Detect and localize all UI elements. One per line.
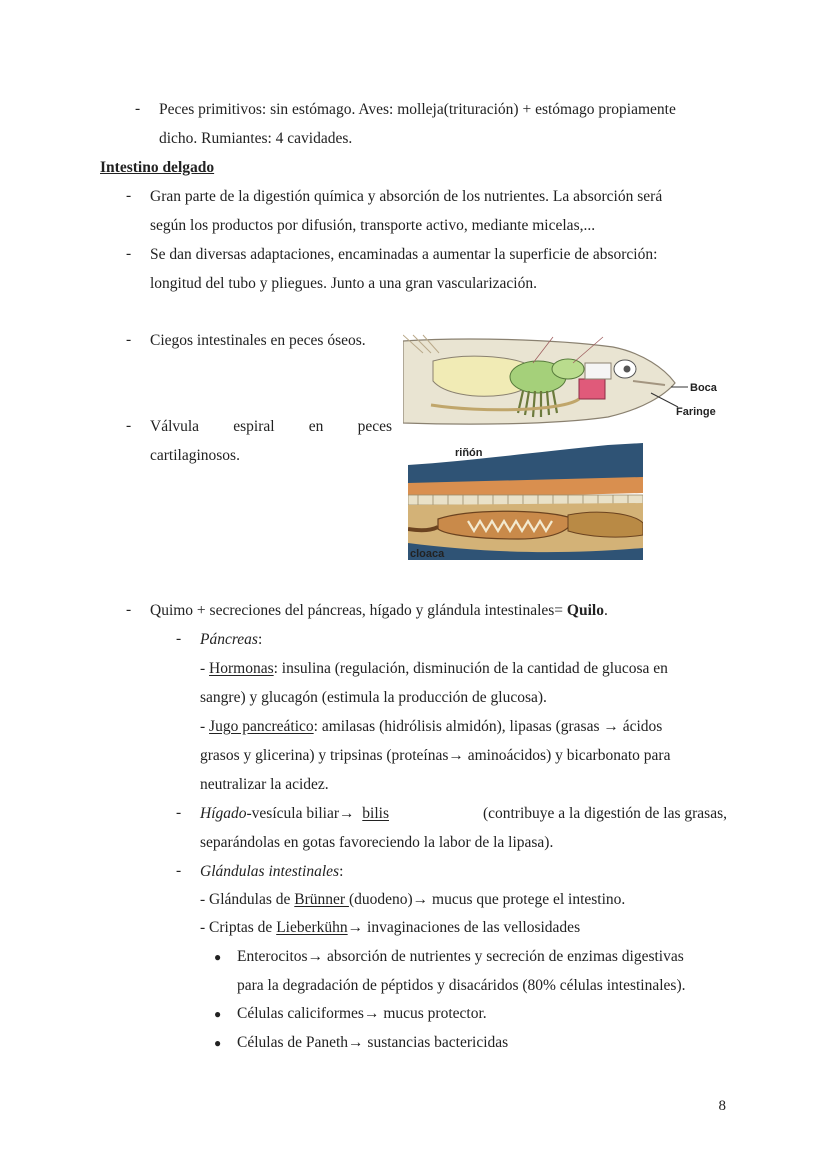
text: - Criptas de [200, 919, 277, 936]
paragraph-text: longitud del tubo y pliegues. Junto a una gran vascularización. [150, 275, 537, 292]
text: (contribuye a la digestión de las grasas, [482, 805, 727, 822]
paragraph-text [200, 804, 727, 824]
higado-phrase [200, 804, 389, 824]
shark-spiral-valve-figure [408, 443, 643, 560]
text: : insulina (regulación, disminución de la cantidad de glucosa en [273, 660, 668, 677]
paragraph-text: grasos y glicerina) y tripsinas (proteínas→ aminoácidos) y bicarbonato para [200, 747, 671, 764]
punctuation: . [603, 602, 608, 619]
bullet-text: Enterocitos→ absorción de nutrientes y secreción de enzimas digestivas [237, 948, 684, 965]
paragraph-text: dicho. Rumiantes: 4 cavidades. [159, 130, 353, 147]
list-dash: - [176, 862, 182, 879]
bullet-text: Células de Paneth→ sustancias bactericidas [237, 1034, 509, 1051]
bullet-dot: ● [214, 1007, 222, 1021]
quilo-term: Quilo [566, 602, 604, 619]
fish-digestive-illustration [403, 333, 728, 428]
paragraph-text: Peces primitivos: sin estómago. Aves: molleja(trituración) + estómago propiamente [159, 101, 676, 118]
word: Válvula [150, 418, 200, 435]
section-heading: Intestino delgado [100, 159, 215, 176]
label-faringe: Faringe [676, 406, 716, 418]
punctuation: : [339, 863, 344, 880]
bullet-text: Células caliciformes→ mucus protector. [237, 1005, 487, 1022]
paragraph-text: Se dan diversas adaptaciones, encaminadas a aumentar la superficie de absorción: [150, 246, 658, 263]
text: - Glándulas de [200, 891, 295, 908]
glandulas-title: Glándulas intestinales [200, 863, 340, 880]
word: en [308, 418, 324, 435]
text: -vesícula biliar→ [246, 805, 359, 822]
list-dash: - [176, 630, 182, 647]
higado-title: Hígado [200, 805, 247, 822]
paragraph-text: sangre) y glucagón (estimula la producción de glucosa). [200, 689, 547, 706]
bullet-dot: ● [214, 1036, 222, 1050]
fish-anatomy-figure [403, 333, 728, 428]
text: → invaginaciones de las vellosidades [347, 919, 581, 936]
word: peces [357, 418, 392, 435]
paragraph-text: neutralizar la acidez. [200, 776, 329, 793]
paragraph-text [200, 890, 625, 910]
spiral-valve-illustration [408, 443, 643, 560]
brunner-term: Brünner [294, 891, 349, 908]
text: (duodeno)→ mucus que protege el intestino. [348, 891, 626, 908]
pancreas-title: Páncreas [200, 631, 258, 648]
quimo-text: Quimo + secreciones del páncreas, hígado y glándula intestinales= [150, 602, 567, 619]
paragraph-text: según los productos por difusión, transporte activo, mediante micelas,... [150, 217, 596, 234]
subheading [200, 862, 343, 882]
justified-line [150, 417, 392, 437]
paragraph-text: - Jugo pancreático: amilasas (hidrólisis almidón), lipasas (grasas → ácidos [200, 718, 663, 735]
list-dash: - [126, 331, 132, 348]
text: : amilasas (hidrólisis almidón), lipasas (grasas → ácidos [313, 718, 663, 735]
list-dash: - [176, 804, 182, 821]
punctuation: : [257, 631, 263, 648]
bullet-text: para la degradación de péptidos y disacáridos (80% células intestinales). [237, 977, 686, 994]
paragraph-text: Gran parte de la digestión química y absorción de los nutrientes. La absorción será [150, 188, 663, 205]
paragraph-text: Ciegos intestinales en peces óseos. [150, 332, 366, 349]
bilis-term: bilis [362, 805, 389, 822]
jugo-term: Jugo pancreático [209, 718, 314, 735]
subheading [200, 630, 262, 650]
bullet-dot: ● [214, 950, 222, 964]
lieberkuhn-term: Lieberkühn [276, 919, 348, 936]
word: espiral [233, 418, 275, 435]
label-boca: Boca [690, 382, 717, 394]
paragraph-text [200, 918, 580, 938]
label-rinon: riñón [455, 447, 483, 459]
paragraph-text: cartilaginosos. [150, 447, 240, 464]
label-cloaca: cloaca [410, 548, 445, 560]
paragraph-text: - Hormonas: insulina (regulación, disminución de la cantidad de glucosa en [200, 660, 668, 677]
paragraph-text [150, 601, 608, 621]
list-dash: - [126, 187, 132, 204]
list-dash: - [135, 100, 141, 117]
list-dash: - [126, 245, 132, 262]
list-dash: - [126, 417, 132, 434]
paragraph-text: separándolas en gotas favoreciendo la labor de la lipasa). [200, 834, 554, 851]
hormonas-term: Hormonas [209, 660, 274, 677]
list-dash: - [126, 601, 132, 618]
page-number: 8 [718, 1098, 726, 1114]
